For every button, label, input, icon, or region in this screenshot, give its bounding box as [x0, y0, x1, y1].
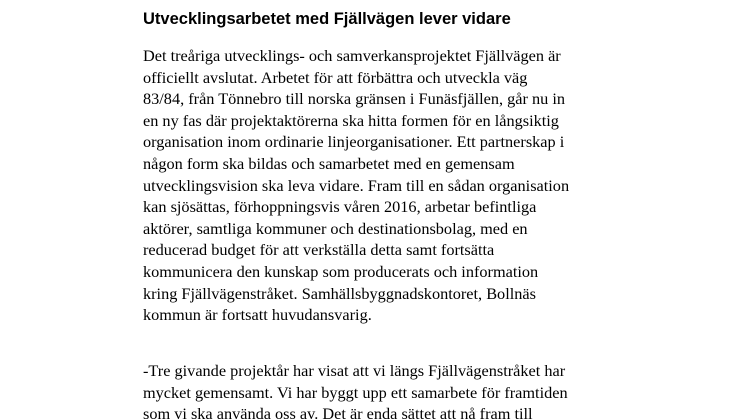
article-title: Utvecklingsarbetet med Fjällvägen lever vidare: [143, 10, 511, 28]
paragraph-line: kommun är fortsatt huvudansvarig.: [143, 305, 372, 325]
paragraph-line: reducerad budget för att verkställa detta samt fortsätta: [143, 240, 495, 260]
paragraph-line: som vi ska använda oss av. Det är enda sättet att nå fram till: [143, 404, 533, 419]
paragraph-line: kommunicera den kunskap som producerats och information: [143, 261, 539, 281]
paragraph-line: organisation inom ordinarie linjeorganisationer. Ett partnerskap i: [143, 132, 565, 152]
article-paragraph-1: [143, 45, 613, 326]
paragraph-line: 83/84, från Tönnebro till norska gränsen i Funäsfjällen, går nu in: [143, 89, 566, 109]
paragraph-line: aktörer, samtliga kommuner och destinationsbolag, med en: [143, 218, 528, 238]
paragraph-line: mycket gemensamt. Vi har byggt upp ett samarbete för framtiden: [143, 382, 568, 402]
paragraph-line: en ny fas där projektaktörerna ska hitta formen för en långsiktig: [143, 110, 559, 130]
paragraph-line: -Tre givande projektår har visat att vi längs Fjällvägenstråket har: [143, 361, 566, 380]
paragraph-line: någon form ska bildas och samarbetet med en gemensam: [143, 153, 515, 173]
paragraph-line: Det treåriga utvecklings- och samverkansprojektet Fjällvägen är: [143, 46, 561, 65]
article-paragraph-2: [143, 360, 613, 419]
paragraph-line: kan sjösättas, förhoppningsvis våren 2016, arbetar befintliga: [143, 197, 537, 217]
paragraph-line: utvecklingsvision ska leva vidare. Fram till en sådan organisation: [143, 175, 570, 195]
paragraph-line: kring Fjällvägenstråket. Samhällsbyggnadskontoret, Bollnäs: [143, 283, 536, 303]
paragraph-line: officiellt avslutat. Arbetet för att förbättra och utveckla väg: [143, 67, 528, 87]
